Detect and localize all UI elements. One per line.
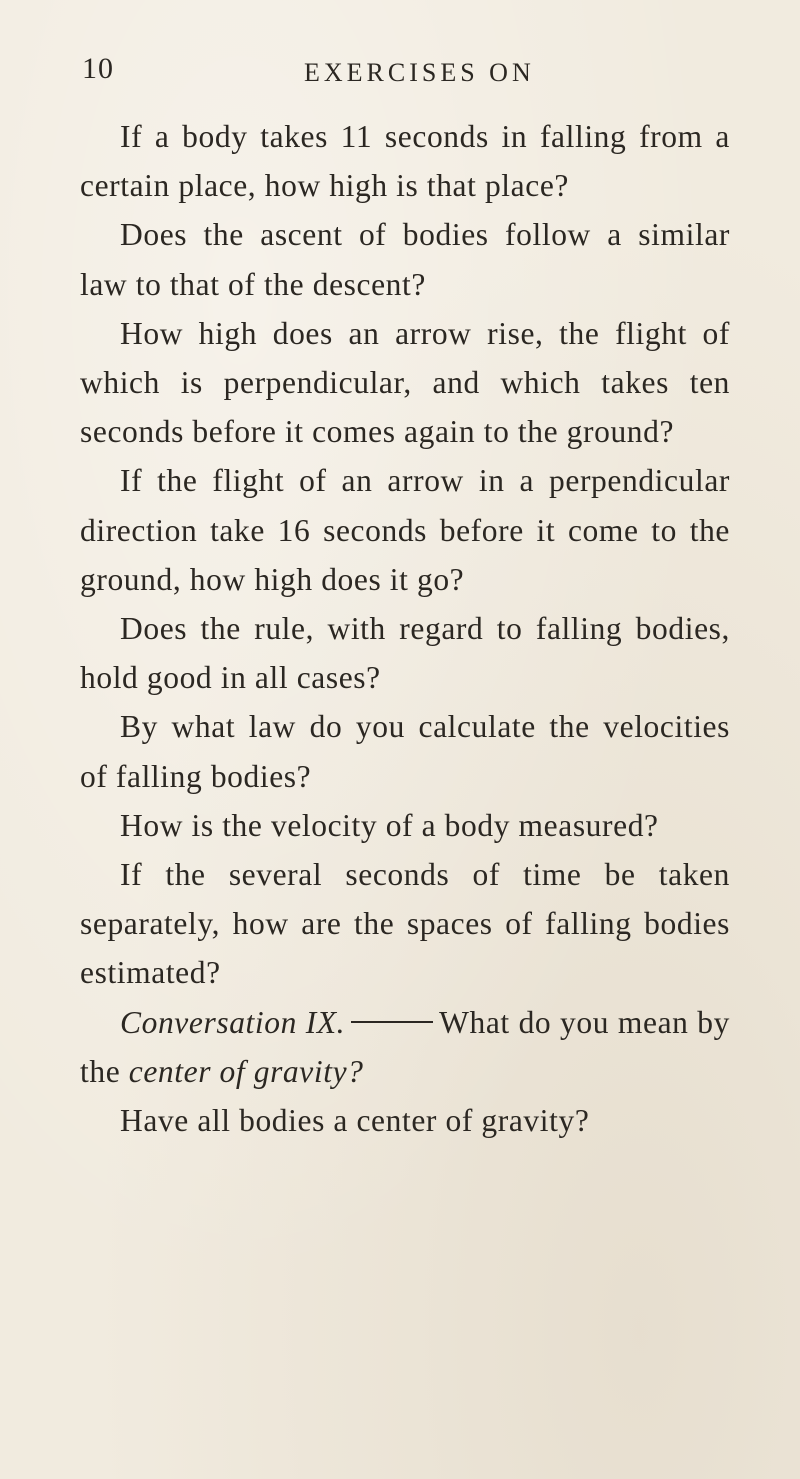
question-paragraph: If a body takes 11 seconds in falling from a certain place, how high is that place?	[80, 119, 730, 204]
question-paragraph: Does the rule, with regard to falling bodies, hold good in all cases?	[80, 611, 730, 696]
question-paragraph: If the flight of an arrow in a perpendicular direction take 16 seconds before it come to the ground, how high does it go?	[80, 463, 730, 597]
conversation-paragraph	[80, 998, 730, 1096]
question-paragraph: How is the velocity of a body measured?	[120, 807, 659, 843]
em-dash-rule	[351, 1021, 433, 1023]
question-paragraph: By what law do you calculate the velocities of falling bodies?	[80, 709, 730, 794]
page-number: 10	[82, 52, 114, 85]
conversation-question-italic: center of gravity?	[128, 1053, 364, 1089]
question-paragraph: If the several seconds of time be taken separately, how are the spaces of falling bodies estimated?	[80, 857, 730, 991]
running-head: EXERCISES ON	[304, 58, 535, 87]
question-paragraph: Does the ascent of bodies follow a similar law to that of the descent?	[80, 217, 730, 302]
question-paragraph: How high does an arrow rise, the flight of which is perpendicular, and which takes ten seconds before it comes again to the ground?	[80, 315, 730, 450]
question-paragraph: Have all bodies a center of gravity?	[120, 1103, 590, 1139]
page-body	[80, 112, 730, 1145]
conversation-heading: Conversation IX.	[120, 1004, 346, 1040]
conversation-question-start: What do you mean by the	[80, 1004, 731, 1089]
page-header	[82, 52, 722, 92]
